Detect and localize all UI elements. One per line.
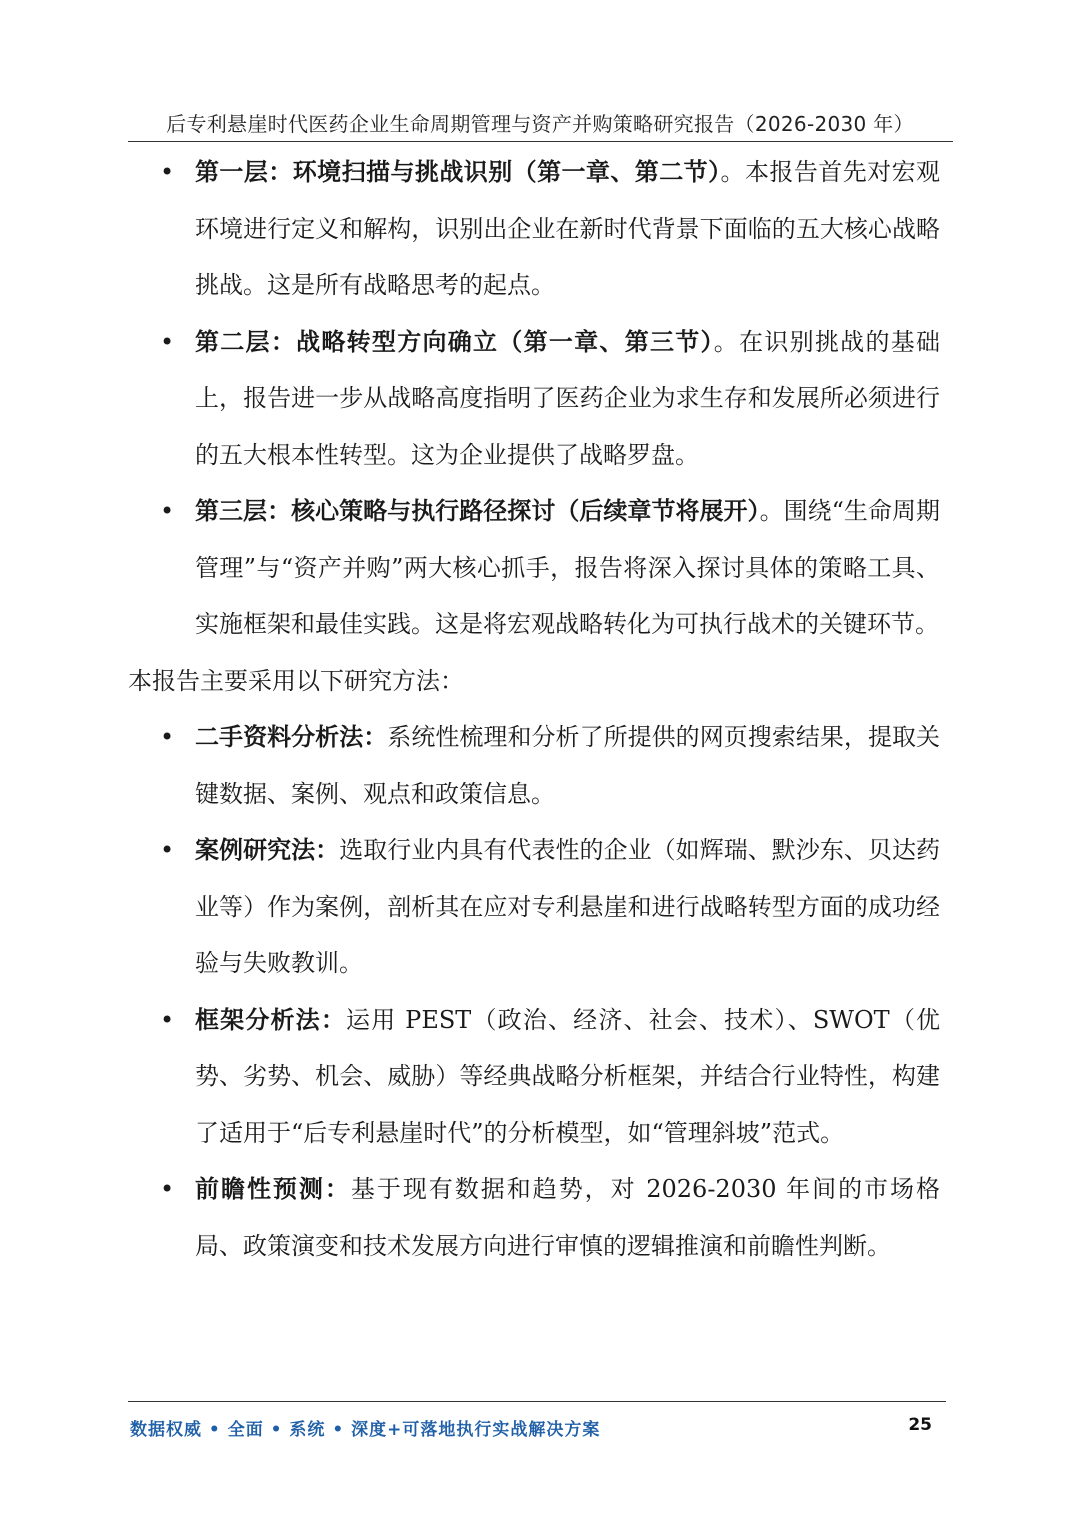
- item-heading: 第三层：核心策略与执行路径探讨（后续章节将展开）: [195, 497, 760, 525]
- item-heading: 第二层：战略转型方向确立（第一章、第三节）: [195, 327, 714, 356]
- item-text: 。本报告首先对宏观环境进行定义和解构，识别出企业在新时代背景下面临的五大核心战略挑战。这是所有战略思考的起点。: [195, 158, 941, 299]
- bullet-icon: •: [160, 1005, 175, 1034]
- bullet-icon: •: [160, 158, 175, 186]
- item-text: 运用 PEST（政治、经济、社会、技术）、SWOT（优势、劣势、机会、威胁）等经典战略分析框架，并结合行业特性，构建了适用于“后专利悬崖时代”的分析模型，如“管理斜坡”范式。: [195, 1005, 940, 1147]
- item-text: 系统性梳理和分析了所提供的网页搜索结果，提取关键数据、案例、观点和政策信息。: [195, 723, 941, 808]
- item-text: 选取行业内具有代表性的企业（如辉瑞、默沙东、贝达药业等）作为案例，剖析其在应对专利悬崖和进行战略转型方面的成功经验与失败教训。: [195, 836, 941, 977]
- item-heading: 前瞻性预测：: [195, 1175, 351, 1203]
- framework-item: [128, 314, 940, 484]
- item-text: 基于现有数据和趋势，对 2026-2030 年间的市场格局、政策演变和技术发展方向进行审慎的逻辑推演和前瞻性判断。: [195, 1175, 940, 1260]
- item-heading: 第一层：环境扫描与挑战识别（第一章、第二节）: [195, 158, 721, 186]
- method-item: [128, 1161, 940, 1274]
- item-heading: 框架分析法：: [195, 1005, 347, 1034]
- methods-intro: 本报告主要采用以下研究方法：: [128, 666, 464, 695]
- bullet-icon: •: [160, 497, 175, 525]
- framework-item: [128, 483, 940, 653]
- method-item: [128, 992, 940, 1162]
- bullet-icon: •: [160, 723, 175, 751]
- item-heading: 二手资料分析法：: [195, 723, 388, 751]
- report-header-title: 后专利悬崖时代医药企业生命周期管理与资产并购策略研究报告（2026-2030 年）: [166, 112, 914, 136]
- method-item: [128, 709, 940, 822]
- item-text: 。在识别挑战的基础上，报告进一步从战略高度指明了医药企业为求生存和发展所必须进行的五大根本性转型。这为企业提供了战略罗盘。: [195, 327, 941, 469]
- method-item: [128, 822, 940, 992]
- page-number: 25: [908, 1415, 932, 1435]
- bullet-icon: •: [160, 836, 175, 864]
- header-divider: [128, 141, 953, 142]
- bullet-icon: •: [160, 1175, 175, 1203]
- footer-slogan: 数据权威 • 全面 • 系统 • 深度+可落地执行实战解决方案: [130, 1420, 601, 1440]
- page-body: [128, 144, 940, 1274]
- bullet-icon: •: [160, 327, 175, 356]
- item-text: 。围绕“生命周期管理”与“资产并购”两大核心抓手，报告将深入探讨具体的策略工具、实施框架和最佳实践。这是将宏观战略转化为可执行战术的关键环节。: [195, 497, 940, 638]
- framework-item: [128, 144, 940, 314]
- footer-divider: [128, 1401, 946, 1402]
- item-heading: 案例研究法：: [195, 836, 340, 864]
